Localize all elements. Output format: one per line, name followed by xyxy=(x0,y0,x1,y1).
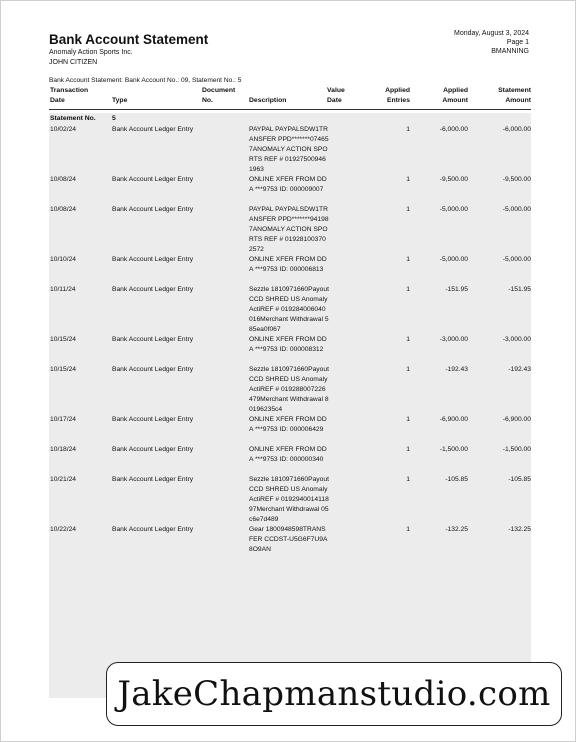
row-date: 10/22/24 xyxy=(50,526,77,533)
user-name: JOHN CITIZEN xyxy=(49,59,98,66)
table-row xyxy=(1,525,576,565)
row-applied-entries: 1 xyxy=(406,336,410,343)
table-row xyxy=(1,415,576,445)
row-description: ONLINE XFER FROM DDA ***9753 ID: 000000340 xyxy=(249,446,327,463)
row-description: ONLINE XFER FROM DDA ***9753 ID: 000006429 xyxy=(249,416,327,433)
row-description: Sezzle 1810971660Payout CCD SHRED US Anomaly ActiREF # 019284006040016Merchant Withdrawal 585ea0f067 xyxy=(249,286,329,333)
row-date: 10/15/24 xyxy=(50,336,77,343)
row-type: Bank Account Ledger Entry xyxy=(112,206,194,213)
row-statement-amount: -3,000.00 xyxy=(502,336,531,343)
table-row xyxy=(1,335,576,365)
col-header-transaction-date: Transaction Date xyxy=(50,87,89,104)
row-applied-amount: -6,000.00 xyxy=(439,126,468,133)
col-header-statement-amount: Statement Amount xyxy=(498,87,531,104)
table-row xyxy=(1,365,576,415)
row-applied-amount: -151.95 xyxy=(445,286,468,293)
col-header-description: Description xyxy=(249,96,287,104)
row-applied-amount: -6,900.00 xyxy=(439,416,468,423)
row-applied-amount: -1,500.00 xyxy=(439,446,468,453)
row-applied-amount: -132.25 xyxy=(445,526,468,533)
statement-no-label: Statement No. xyxy=(50,115,96,122)
row-type: Bank Account Ledger Entry xyxy=(112,256,194,263)
row-applied-entries: 1 xyxy=(406,126,410,133)
row-type: Bank Account Ledger Entry xyxy=(112,476,194,483)
table-row xyxy=(1,255,576,285)
statement-no-value: 5 xyxy=(112,115,116,122)
company-name: Anomaly Action Sports Inc. xyxy=(49,49,133,56)
report-date: Monday, August 3, 2024 xyxy=(454,30,529,37)
table-row xyxy=(1,285,576,335)
statement-rows xyxy=(1,125,576,565)
row-applied-amount: -5,000.00 xyxy=(439,256,468,263)
row-applied-entries: 1 xyxy=(406,526,410,533)
row-statement-amount: -6,900.00 xyxy=(502,416,531,423)
row-statement-amount: -1,500.00 xyxy=(502,446,531,453)
row-applied-entries: 1 xyxy=(406,206,410,213)
user-id: BMANNING xyxy=(491,48,529,55)
table-row xyxy=(1,125,576,175)
row-applied-amount: -3,000.00 xyxy=(439,336,468,343)
row-type: Bank Account Ledger Entry xyxy=(112,526,194,533)
row-statement-amount: -105.85 xyxy=(508,476,531,483)
row-type: Bank Account Ledger Entry xyxy=(112,126,194,133)
row-applied-entries: 1 xyxy=(406,476,410,483)
row-date: 10/10/24 xyxy=(50,256,77,263)
row-date: 10/11/24 xyxy=(50,286,76,293)
table-row xyxy=(1,475,576,525)
row-type: Bank Account Ledger Entry xyxy=(112,366,194,373)
row-statement-amount: -6,000.00 xyxy=(502,126,531,133)
col-header-value-date: Value Date xyxy=(327,87,345,104)
header-divider xyxy=(49,109,531,110)
row-type: Bank Account Ledger Entry xyxy=(112,446,194,453)
row-applied-amount: -5,000.00 xyxy=(439,206,468,213)
row-statement-amount: -151.95 xyxy=(508,286,531,293)
col-header-type: Type xyxy=(112,96,128,104)
row-applied-entries: 1 xyxy=(406,176,410,183)
row-date: 10/17/24 xyxy=(50,416,77,423)
col-header-document-no: Document No. xyxy=(202,87,236,104)
row-applied-entries: 1 xyxy=(406,366,410,373)
row-type: Bank Account Ledger Entry xyxy=(112,176,194,183)
row-applied-entries: 1 xyxy=(406,286,410,293)
row-applied-entries: 1 xyxy=(406,256,410,263)
col-header-applied-amount: Applied Amount xyxy=(442,87,468,104)
row-applied-entries: 1 xyxy=(406,416,410,423)
row-date: 10/15/24 xyxy=(50,366,77,373)
row-type: Bank Account Ledger Entry xyxy=(112,286,194,293)
row-description: Gear 1800948598TRANSFER CCDST-U5G6F7U9A8O9AN xyxy=(249,526,328,553)
row-statement-amount: -9,500.00 xyxy=(502,176,531,183)
col-header-applied-entries: Applied Entries xyxy=(385,87,410,104)
row-applied-amount: -192.43 xyxy=(445,366,468,373)
row-type: Bank Account Ledger Entry xyxy=(112,416,194,423)
row-description: Sezzle 1810971660Payout CCD SHRED US Anomaly ActiREF # 019288007226479Merchant Withdrawal 80196235c4 xyxy=(249,366,329,413)
row-statement-amount: -192.43 xyxy=(508,366,531,373)
row-date: 10/18/24 xyxy=(50,446,77,453)
row-applied-entries: 1 xyxy=(406,446,410,453)
row-date: 10/02/24 xyxy=(50,126,77,133)
row-statement-amount: -132.25 xyxy=(508,526,531,533)
row-date: 10/08/24 xyxy=(50,176,77,183)
row-statement-amount: -5,000.00 xyxy=(502,206,531,213)
row-description: PAYPAL PAYPALSDW1TRANSFER PPD*******941987ANOMALY ACTION SPORTS REF # 019281003702572 xyxy=(249,206,329,253)
row-applied-amount: -105.85 xyxy=(445,476,468,483)
row-description: ONLINE XFER FROM DDA ***9753 ID: 000009007 xyxy=(249,176,327,193)
row-description: Sezzle 1810971660Payout CCD SHRED US Anomaly ActiREF # 019294001411897Merchant Withdrawal 05c6e7d489 xyxy=(249,476,329,523)
row-date: 10/08/24 xyxy=(50,206,77,213)
page-number: Page 1 xyxy=(506,39,529,46)
row-statement-amount: -5,000.00 xyxy=(502,256,531,263)
table-row xyxy=(1,445,576,475)
row-description: ONLINE XFER FROM DDA ***9753 ID: 000006813 xyxy=(249,256,327,273)
row-date: 10/21/24 xyxy=(50,476,77,483)
statement-info: Bank Account Statement: Bank Account No.: 09, Statement No.: 5 xyxy=(49,77,242,84)
row-type: Bank Account Ledger Entry xyxy=(112,336,194,343)
row-description: ONLINE XFER FROM DDA ***9753 ID: 000008312 xyxy=(249,336,327,353)
page-title: Bank Account Statement xyxy=(49,32,209,47)
table-row xyxy=(1,175,576,205)
row-applied-amount: -9,500.00 xyxy=(439,176,468,183)
table-row xyxy=(1,205,576,255)
watermark-banner: JakeChapmanstudio.com xyxy=(106,662,562,726)
row-description: PAYPAL PAYPALSDW1TRANSFER PPD*******074657ANOMALY ACTION SPORTS REF # 019275009461963 xyxy=(249,126,329,173)
